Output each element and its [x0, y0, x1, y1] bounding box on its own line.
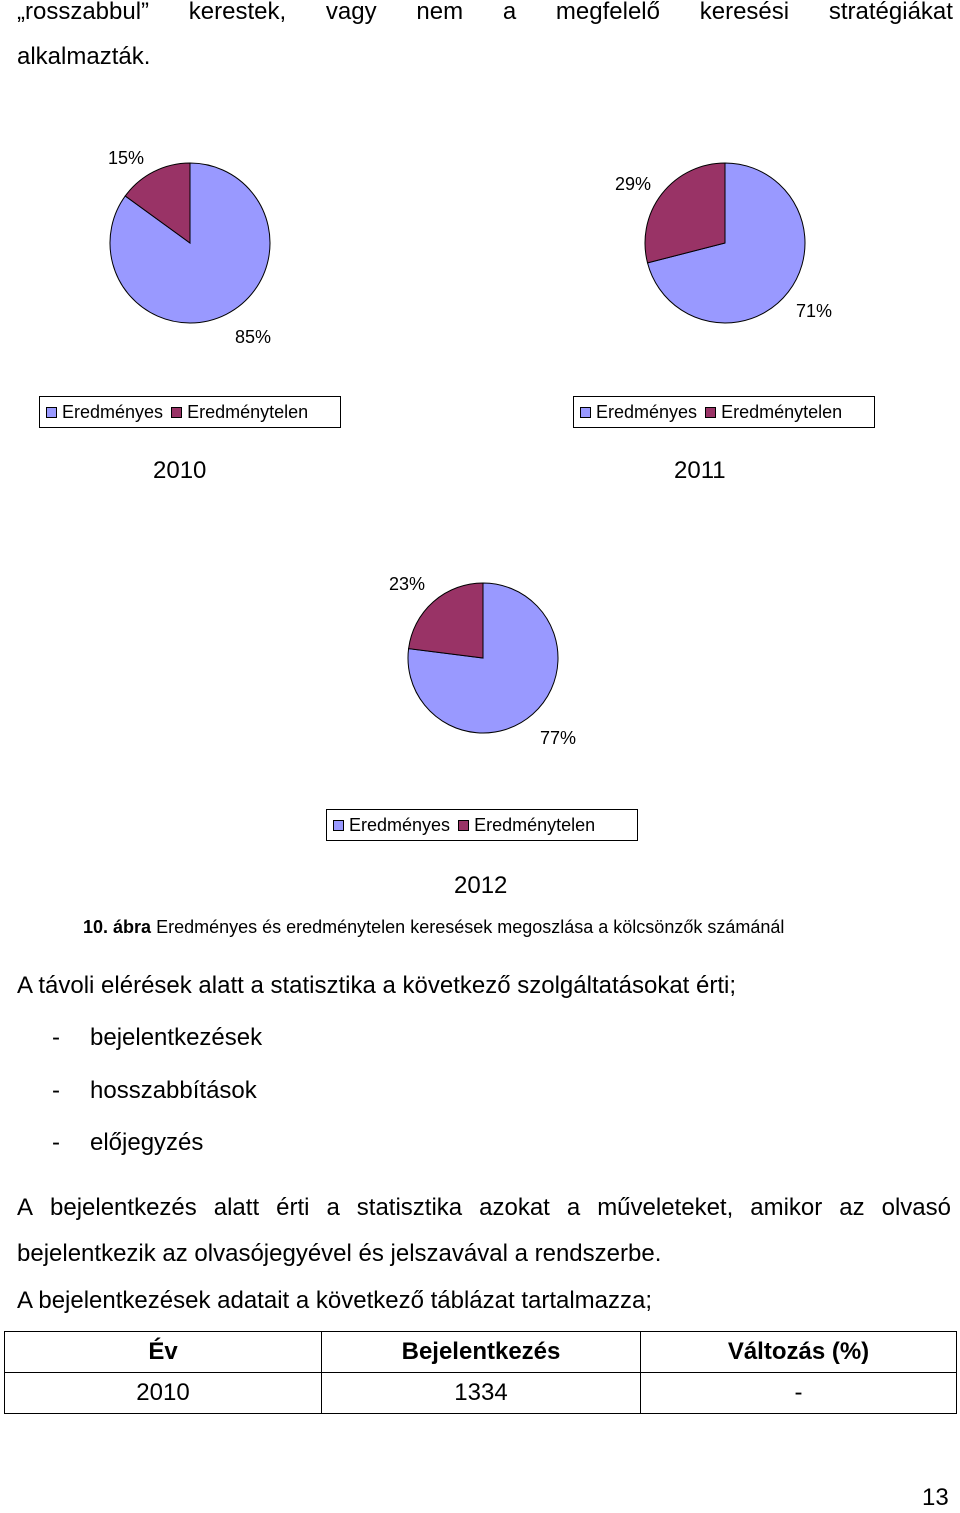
legend-swatch-eredmenyes	[333, 820, 344, 831]
figure-caption	[83, 917, 784, 938]
chart-title-2010: 2010	[153, 457, 207, 484]
table-header-valtozas: Változás (%)	[641, 1332, 957, 1373]
table-header-row	[5, 1332, 957, 1373]
table-row	[5, 1373, 957, 1414]
table-cell: 2010	[5, 1373, 322, 1414]
list-item	[52, 1077, 60, 1106]
para-word: a	[566, 1194, 581, 1221]
legend-label: Eredményes	[349, 814, 451, 835]
para-word: olvasó	[881, 1194, 951, 1221]
para-word: statisztika	[356, 1194, 463, 1221]
figure-number: 10. ábra	[83, 917, 152, 937]
figure-caption-text: Eredményes és eredménytelen keresések megoszlása a kölcsönzők számánál	[156, 917, 785, 937]
list-dash: -	[52, 1024, 60, 1051]
pie-2010-slices	[110, 163, 270, 323]
para-word: bejelentkezés	[50, 1194, 197, 1221]
para-word: amikor	[750, 1194, 823, 1221]
intro-word: megfelelő	[555, 0, 660, 25]
list-item-text: hosszabbítások	[90, 1077, 257, 1104]
chart-title-2012: 2012	[454, 872, 508, 899]
para-word: A	[17, 1194, 34, 1221]
legend-label: Eredménytelen	[187, 401, 309, 422]
legend-item-eredmenytelen	[458, 815, 595, 836]
legend-swatch-eredmenytelen	[458, 820, 469, 831]
legend-swatch-eredmenytelen	[171, 407, 182, 418]
intro-word: vagy	[325, 0, 377, 25]
intro-word: nem	[416, 0, 464, 25]
legend-swatch-eredmenytelen	[705, 407, 716, 418]
para-word: alatt	[213, 1194, 260, 1221]
legend-item-eredmenyes	[46, 402, 163, 423]
legend-label: Eredményes	[596, 401, 698, 422]
pie-2011-label-eredmenyes: 71%	[796, 301, 833, 321]
intro-word: kerestek,	[188, 0, 287, 25]
legend-2010	[39, 396, 341, 428]
pie-2010-label-eredmenyes: 85%	[235, 327, 272, 347]
pie-2011-slices	[645, 163, 805, 323]
para-word: műveleteket,	[597, 1194, 734, 1221]
para-word: érti	[276, 1194, 310, 1221]
legend-label: Eredményes	[62, 401, 164, 422]
para-word: azokat	[479, 1194, 550, 1221]
legend-swatch-eredmenyes	[580, 407, 591, 418]
chart-title-2011: 2011	[674, 457, 726, 484]
page-number: 13	[922, 1484, 949, 1511]
legend-label: Eredménytelen	[721, 401, 843, 422]
list-item	[52, 1129, 60, 1158]
paragraph-table-intro: A bejelentkezések adatait a következő táblázat tartalmazza;	[17, 1287, 653, 1314]
pie-2012-label-eredmenyes: 77%	[540, 728, 577, 748]
legend-item-eredmenytelen	[705, 402, 842, 423]
intro-word: stratégiákat	[828, 0, 953, 25]
legend-swatch-eredmenyes	[46, 407, 57, 418]
pie-2011-label-eredmenytelen: 29%	[615, 174, 652, 194]
intro-word: keresési	[699, 0, 790, 25]
para-word: a	[326, 1194, 340, 1221]
legend-item-eredmenyes	[333, 815, 450, 836]
intro-word: „rosszabbul”	[17, 0, 150, 25]
paragraph-login-line-1	[17, 1194, 951, 1222]
list-item-text: előjegyzés	[90, 1129, 204, 1156]
pie-2012-slices	[408, 583, 558, 733]
paragraph-remote-access: A távoli elérések alatt a statisztika a következő szolgáltatásokat érti;	[17, 972, 737, 999]
table-cell: -	[641, 1373, 957, 1414]
table-header-bejelentkezes: Bejelentkezés	[322, 1332, 641, 1373]
pie-2010-label-eredmenytelen: 15%	[108, 148, 145, 168]
legend-2012	[326, 809, 638, 841]
table-cell: 1334	[322, 1373, 641, 1414]
para-word: az	[839, 1194, 865, 1221]
intro-line-2: alkalmazták.	[17, 43, 151, 70]
list-dash: -	[52, 1077, 60, 1104]
legend-label: Eredménytelen	[474, 814, 596, 835]
list-dash: -	[52, 1129, 60, 1156]
legend-2011	[573, 396, 875, 428]
paragraph-login-line-2: bejelentkezik az olvasójegyével és jelszavával a rendszerbe.	[17, 1240, 662, 1267]
list-item-text: bejelentkezések	[90, 1024, 263, 1051]
table-header-ev: Év	[5, 1332, 322, 1373]
login-table	[4, 1331, 957, 1414]
intro-word: a	[502, 0, 517, 25]
legend-item-eredmenytelen	[171, 402, 308, 423]
list-item	[52, 1024, 60, 1053]
legend-item-eredmenyes	[580, 402, 697, 423]
pie-2012-label-eredmenytelen: 23%	[389, 574, 426, 594]
